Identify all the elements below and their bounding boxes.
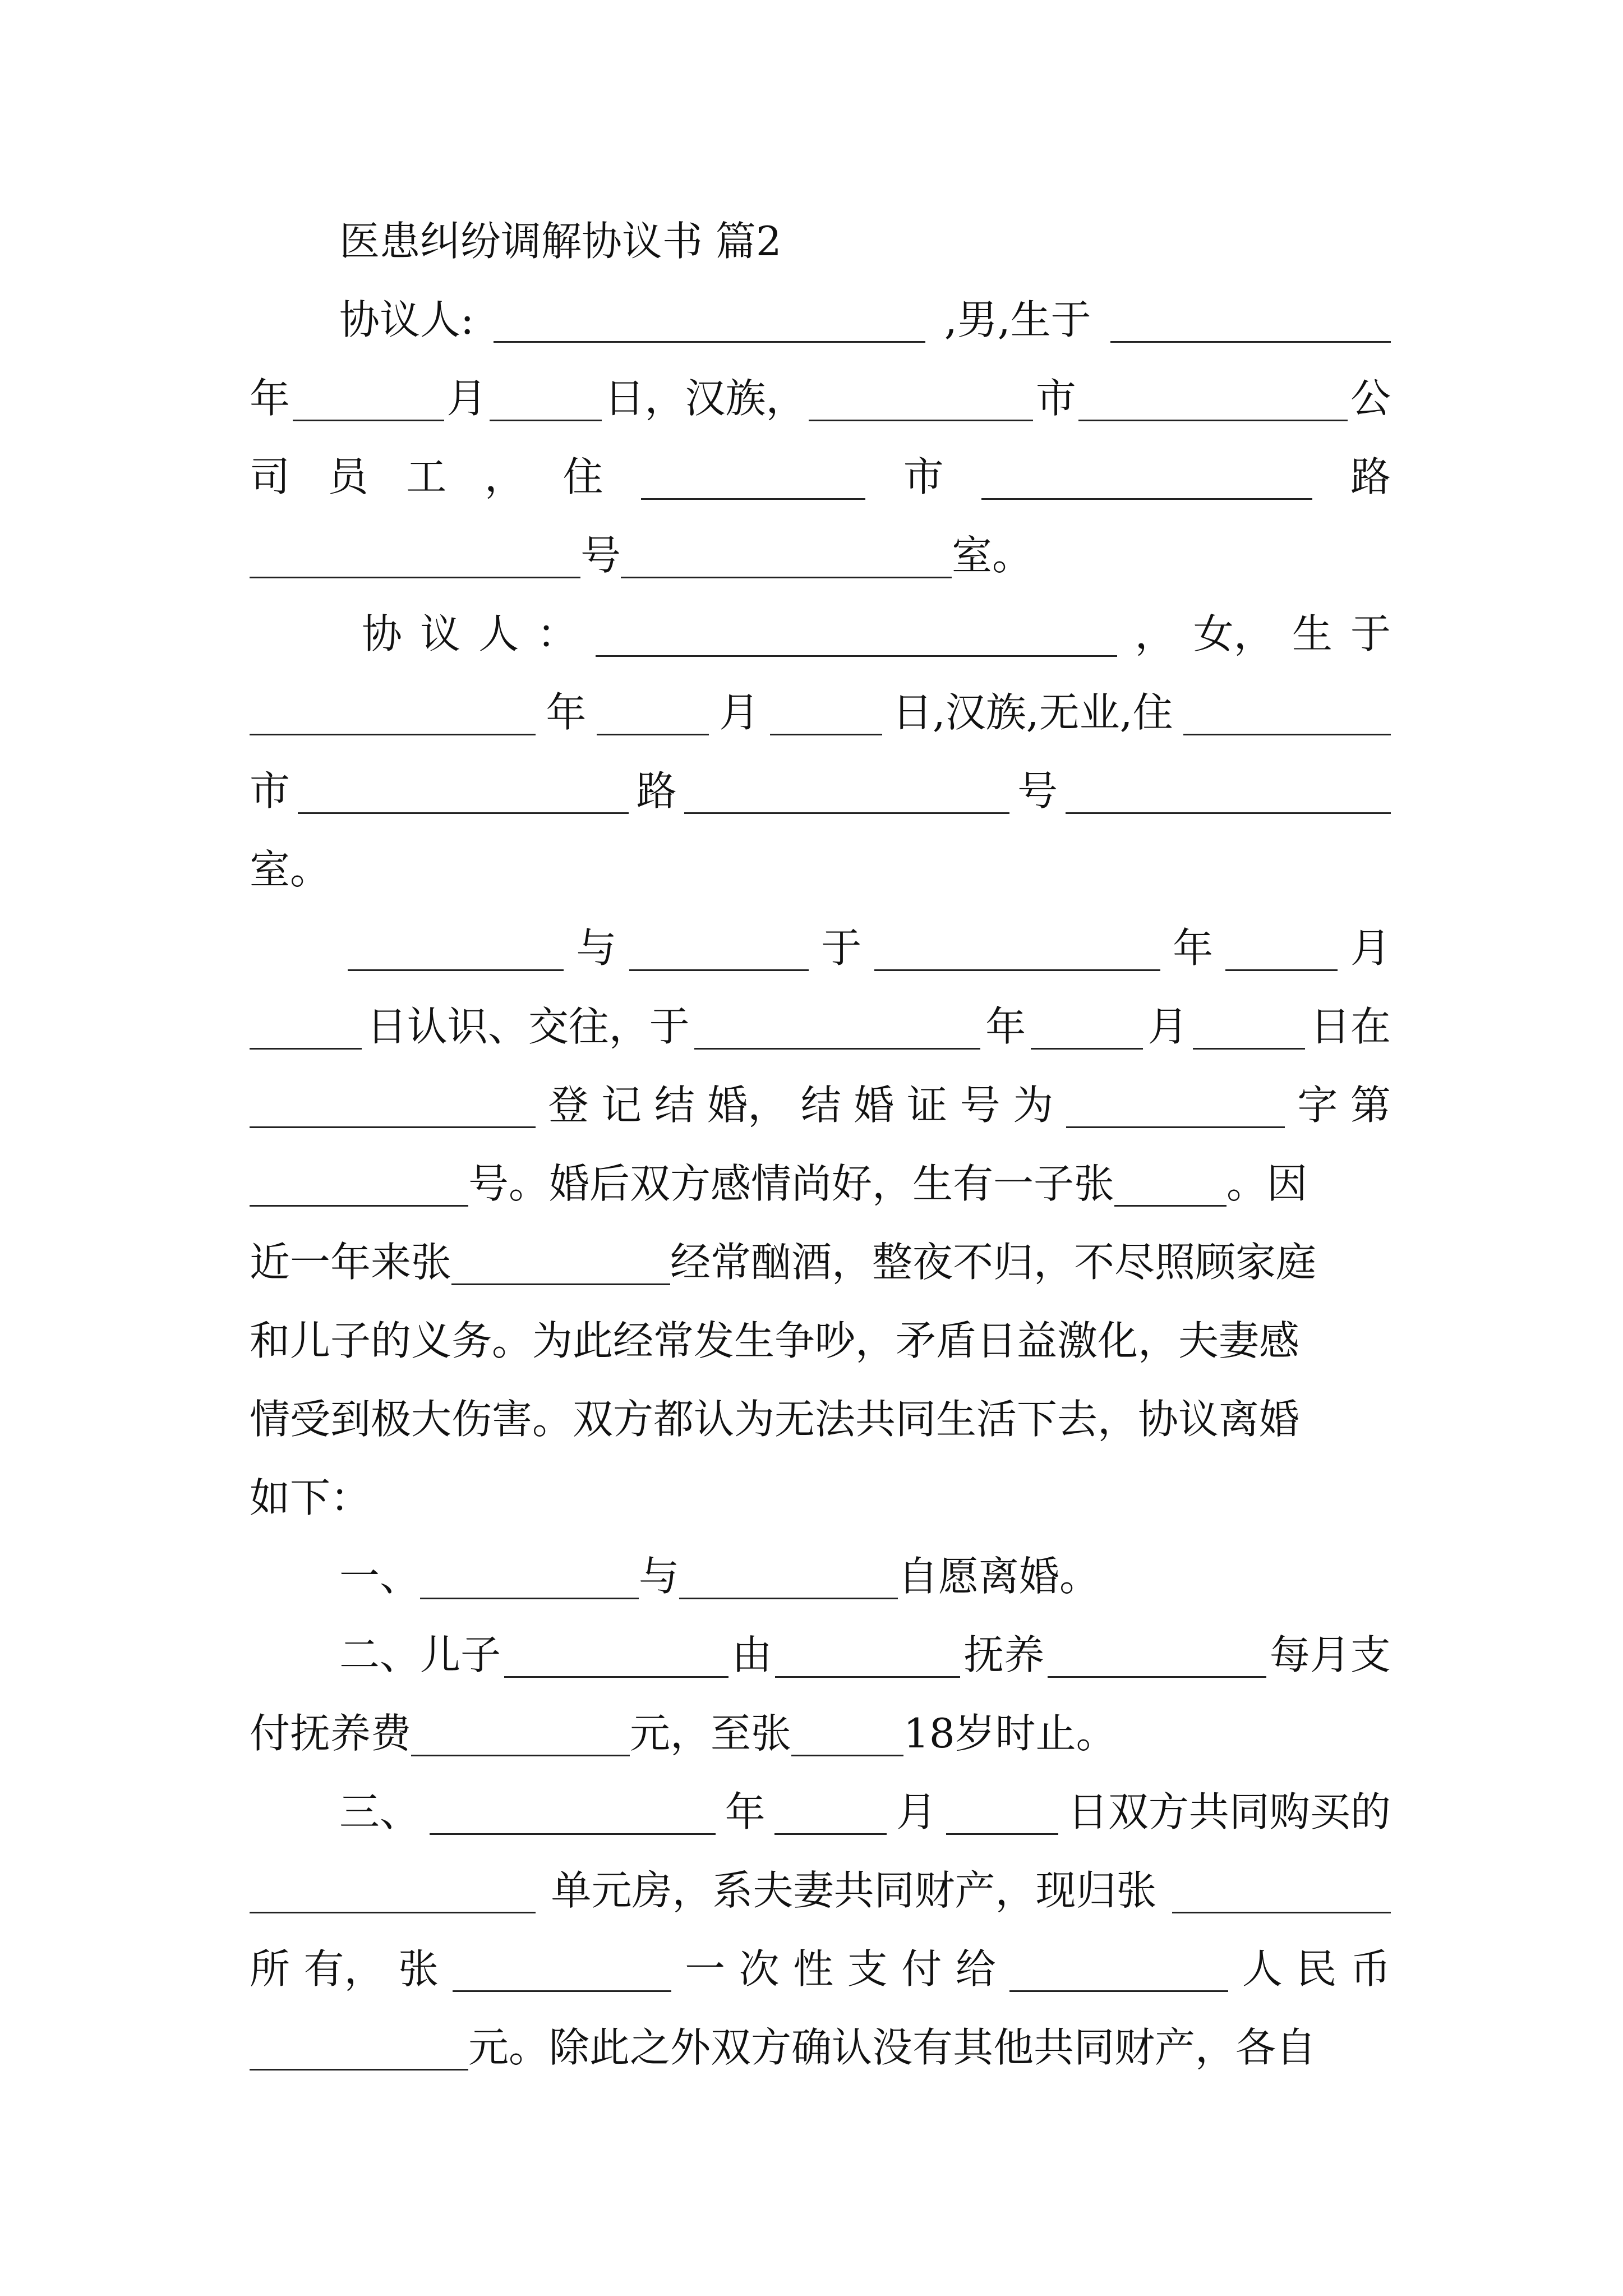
text-year: 年 [985,1003,1026,1050]
blank-line[interactable] [494,341,925,343]
text-city: 市 [1035,375,1076,422]
text-char: 所 [250,1945,291,1993]
text-char: 于 [1350,610,1391,657]
text-line: 日双方共同购买的 [1067,1788,1391,1835]
text-city: 市 [250,767,291,815]
party2-line2 [250,682,1391,743]
text-char: 支 [847,1945,888,1993]
story-line8 [250,1467,1391,1529]
blank-line[interactable] [774,1833,887,1835]
text-char: 住 [562,453,603,500]
text-by: 由 [731,1631,772,1678]
blank-line[interactable] [250,1048,362,1050]
text-and: 与 [639,1553,680,1600]
text-char: 结 [654,1082,695,1129]
blank-line[interactable] [621,577,952,578]
text-char: 记 [601,1082,642,1129]
blank-line[interactable] [1183,734,1391,735]
text-char: ， [1135,610,1175,657]
story-line1 [348,917,1391,979]
text-char: 有， [303,1945,385,1993]
story-line3 [250,1074,1391,1136]
text-char: 议 [420,610,461,657]
blank-line[interactable] [1066,1126,1285,1128]
text-road: 路 [1350,453,1391,500]
party1-line3 [250,446,1391,508]
text-line: 如下： [250,1474,371,1521]
blank-line[interactable] [679,1598,898,1599]
text-city: 市 [903,453,944,500]
blank-line[interactable] [597,734,709,735]
blank-line[interactable] [684,812,1009,814]
story-line5 [250,1231,1391,1293]
text-day: 日,汉族,无业,住 [892,689,1173,736]
text-year: 年 [725,1788,766,1835]
text-char: 结 [800,1082,841,1129]
text-month: 月 [1350,924,1391,972]
blank-line[interactable] [250,2069,468,2070]
text-char: 字 [1297,1082,1338,1129]
text-line: 和儿子的义务。为此经常发生争吵，矛盾日益激化，夫妻感 [250,1317,1300,1364]
text-char: 付 [901,1945,942,1993]
blank-line[interactable] [775,1676,960,1678]
story-line7 [250,1388,1391,1450]
party2-line1 [362,603,1391,665]
clause-number: 一、 [339,1553,421,1600]
party1-line1 [339,289,1391,351]
blank-line[interactable] [1193,1048,1305,1050]
party1-label: 协议人: [339,296,474,343]
text-at: 于 [821,924,862,972]
text-char: 协 [362,610,403,657]
text-room: 室。 [250,846,331,893]
text-char: ， [484,453,525,500]
clause3-line3 [250,1938,1391,2000]
text-number: 号 [1017,767,1058,815]
text-line: 自愿离婚。 [898,1553,1100,1600]
text-char: 给 [955,1945,996,1993]
text-raise: 抚养 [963,1631,1045,1678]
blank-line[interactable] [451,1283,670,1285]
blank-line[interactable] [348,969,564,971]
blank-line[interactable] [250,734,536,735]
blank-line[interactable] [1066,812,1391,814]
text-char: 第 [1350,1082,1391,1129]
text-char: 性 [793,1945,834,1993]
blank-line[interactable] [1114,1205,1227,1207]
text-char: 婚 [854,1082,895,1129]
blank-line[interactable] [1225,969,1338,971]
blank-line[interactable] [504,1676,728,1678]
blank-line[interactable] [809,420,1033,421]
text-line: 18岁时止。 [903,1710,1117,1757]
blank-line[interactable] [411,1755,630,1756]
blank-line[interactable] [1078,420,1348,421]
text-char: 张 [398,1945,439,1993]
clause3-line2 [250,1860,1391,1921]
story-line6 [250,1310,1391,1372]
text-char: ： [537,610,578,657]
document-title: 医患纠纷调解协议书 篇2 [339,218,782,265]
clause2-line1 [339,1624,1391,1686]
text-month: 月 [1147,1003,1188,1050]
text-char: 人 [478,610,519,657]
text-month: 月 [896,1788,937,1835]
blank-line[interactable] [250,1912,536,1913]
text-year: 年 [546,689,587,736]
story-line2 [250,996,1391,1057]
blank-line[interactable] [770,734,882,735]
blank-line[interactable] [250,577,580,578]
text-road: 路 [636,767,677,815]
text-char: 员 [328,453,368,500]
blank-line[interactable] [250,1205,468,1207]
blank-line[interactable] [694,1048,980,1050]
party2-line3 [250,760,1391,822]
blank-line[interactable] [298,812,629,814]
text-line: 元，至张 [630,1710,792,1757]
blank-line[interactable] [1009,1990,1228,1992]
text-char: 一 [685,1945,726,1993]
blank-line[interactable] [629,969,809,971]
clause2-line2 [250,1703,1391,1764]
blank-line[interactable] [641,498,865,500]
story-line4 [250,1153,1391,1214]
text-line: 元。除此之外双方确认没有其他共同财产，各自 [468,2024,1317,2071]
text-char: 证 [907,1082,948,1129]
blank-line[interactable] [791,1755,903,1756]
clause-number: 二、儿子 [339,1631,501,1678]
blank-line[interactable] [453,1990,671,1992]
text-line: 。因 [1227,1160,1308,1207]
blank-line[interactable] [420,1598,639,1599]
text-char: 婚， [707,1082,789,1129]
clause3-line4 [250,2017,1391,2078]
text-line: 情受到极大伤害。双方都认为无法共同生活下去，协议离婚 [250,1396,1300,1443]
text-and: 与 [576,924,617,972]
text-char: 号 [960,1082,1000,1129]
text-char: 司 [250,453,291,500]
blank-line[interactable] [1110,341,1391,343]
text-char: 女， [1193,610,1274,657]
text-year: 年 [1173,924,1214,972]
blank-line[interactable] [430,1833,716,1835]
text-char: 币 [1350,1945,1391,1993]
text-char: 为 [1013,1082,1054,1129]
text-company: 公 [1350,375,1391,422]
party1-line2 [250,367,1391,429]
blank-line[interactable] [490,420,602,421]
text-met: 日认识、交往，于 [366,1003,690,1050]
text-line: 单元房，系夫妻共同财产，现归张 [551,1867,1157,1914]
text-year: 年 [250,375,291,422]
text-line: 近一年来张 [250,1239,452,1286]
blank-line[interactable] [293,420,444,421]
text-char: 工 [406,453,447,500]
text-day: 日，汉族， [604,375,806,422]
clause3-line1 [339,1781,1391,1843]
text-line: 付抚养费 [250,1710,412,1757]
blank-line[interactable] [1031,1048,1143,1050]
text-month: 月 [719,689,760,736]
text-char: 生 [1292,610,1332,657]
text-line: 号。婚后双方感情尚好，生有一子张 [468,1160,1115,1207]
text-char: 次 [739,1945,780,1993]
blank-line[interactable] [250,1126,536,1128]
text-line: 经常酗酒，整夜不归，不尽照顾家庭 [670,1239,1317,1286]
party1-line4 [250,524,1391,586]
text-room: 室。 [952,532,1033,579]
clause-number: 三、 [339,1788,421,1835]
blank-line[interactable] [946,1833,1058,1835]
blank-line[interactable] [596,655,1117,657]
text-char: 登 [548,1082,589,1129]
text-char: 人 [1242,1945,1283,1993]
blank-line[interactable] [874,969,1160,971]
text-number: 号 [580,532,621,579]
text-month: 月 [446,375,487,422]
party2-line4 [250,839,1391,900]
blank-line[interactable] [1172,1912,1391,1913]
text-char: 民 [1296,1945,1337,1993]
blank-line[interactable] [981,498,1312,500]
text-day-in: 日在 [1310,1003,1391,1050]
clause1-line [339,1545,1391,1607]
text-monthly: 每月支 [1269,1631,1391,1678]
party1-gender: ,男,生于 [944,296,1091,343]
blank-line[interactable] [1048,1676,1266,1678]
